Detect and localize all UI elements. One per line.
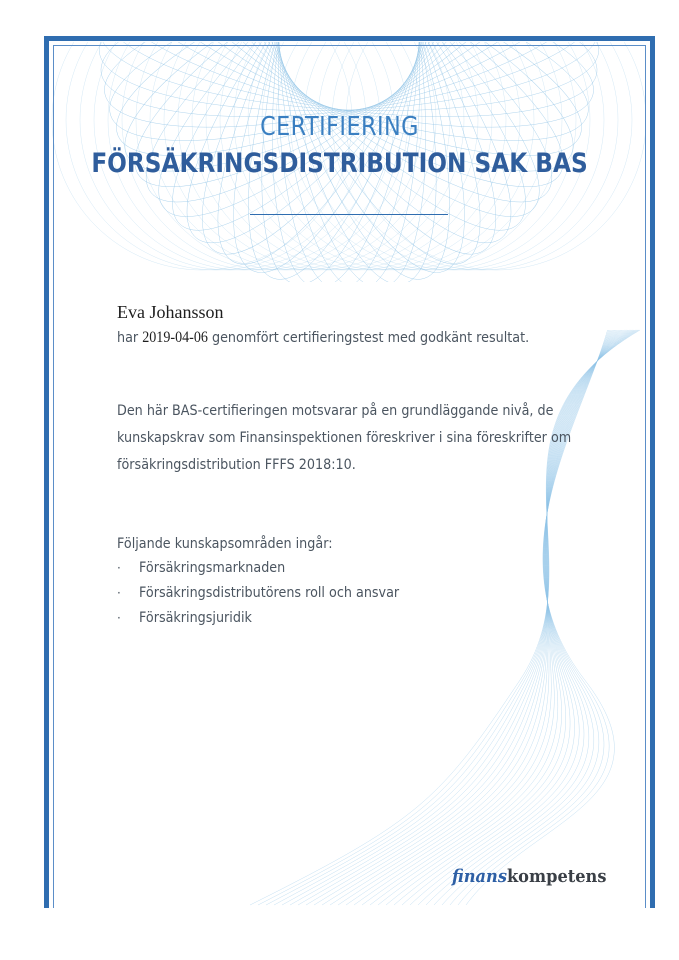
knowledge-heading: Följande kunskapsområden ingår: [117,536,333,552]
completion-prefix: har [117,330,143,346]
description-line-1: Den här BAS-certifieringen motsvarar på en grundläggande nivå, de [117,403,554,419]
description-line-3: försäkringsdistribution FFFS 2018:10. [117,457,356,473]
knowledge-area-2: Försäkringsdistributörens roll och ansvar [139,585,400,601]
knowledge-area-1: Försäkringsmarknaden [139,560,286,576]
title-divider [250,214,448,215]
list-item [117,610,267,626]
logo-part-kompetens: kompetens [506,866,607,887]
finanskompetens-logo [452,866,606,887]
list-item [117,585,435,601]
certificate-subtitle: FÖRSÄKRINGSDISTRIBUTION SAK BAS [91,148,588,179]
description-line-2: kunskapskrav som Finansinspektionen föreskriver i sina föreskrifter om [117,430,572,446]
knowledge-area-3: Försäkringsjuridik [139,610,252,626]
recipient-name: Eva Johansson [117,302,224,322]
list-item [117,560,305,576]
completion-date: 2019-04-06 [142,329,208,346]
completion-suffix: genomfört certifieringstest med godkänt resultat. [207,330,530,346]
certificate-title: CERTIFIERING [260,112,419,142]
bullet-glyph: · [117,561,121,575]
bullet-glyph: · [117,586,121,600]
bullet-glyph: · [117,611,121,625]
completion-statement [117,329,529,347]
logo-part-finans: finans [452,866,507,887]
